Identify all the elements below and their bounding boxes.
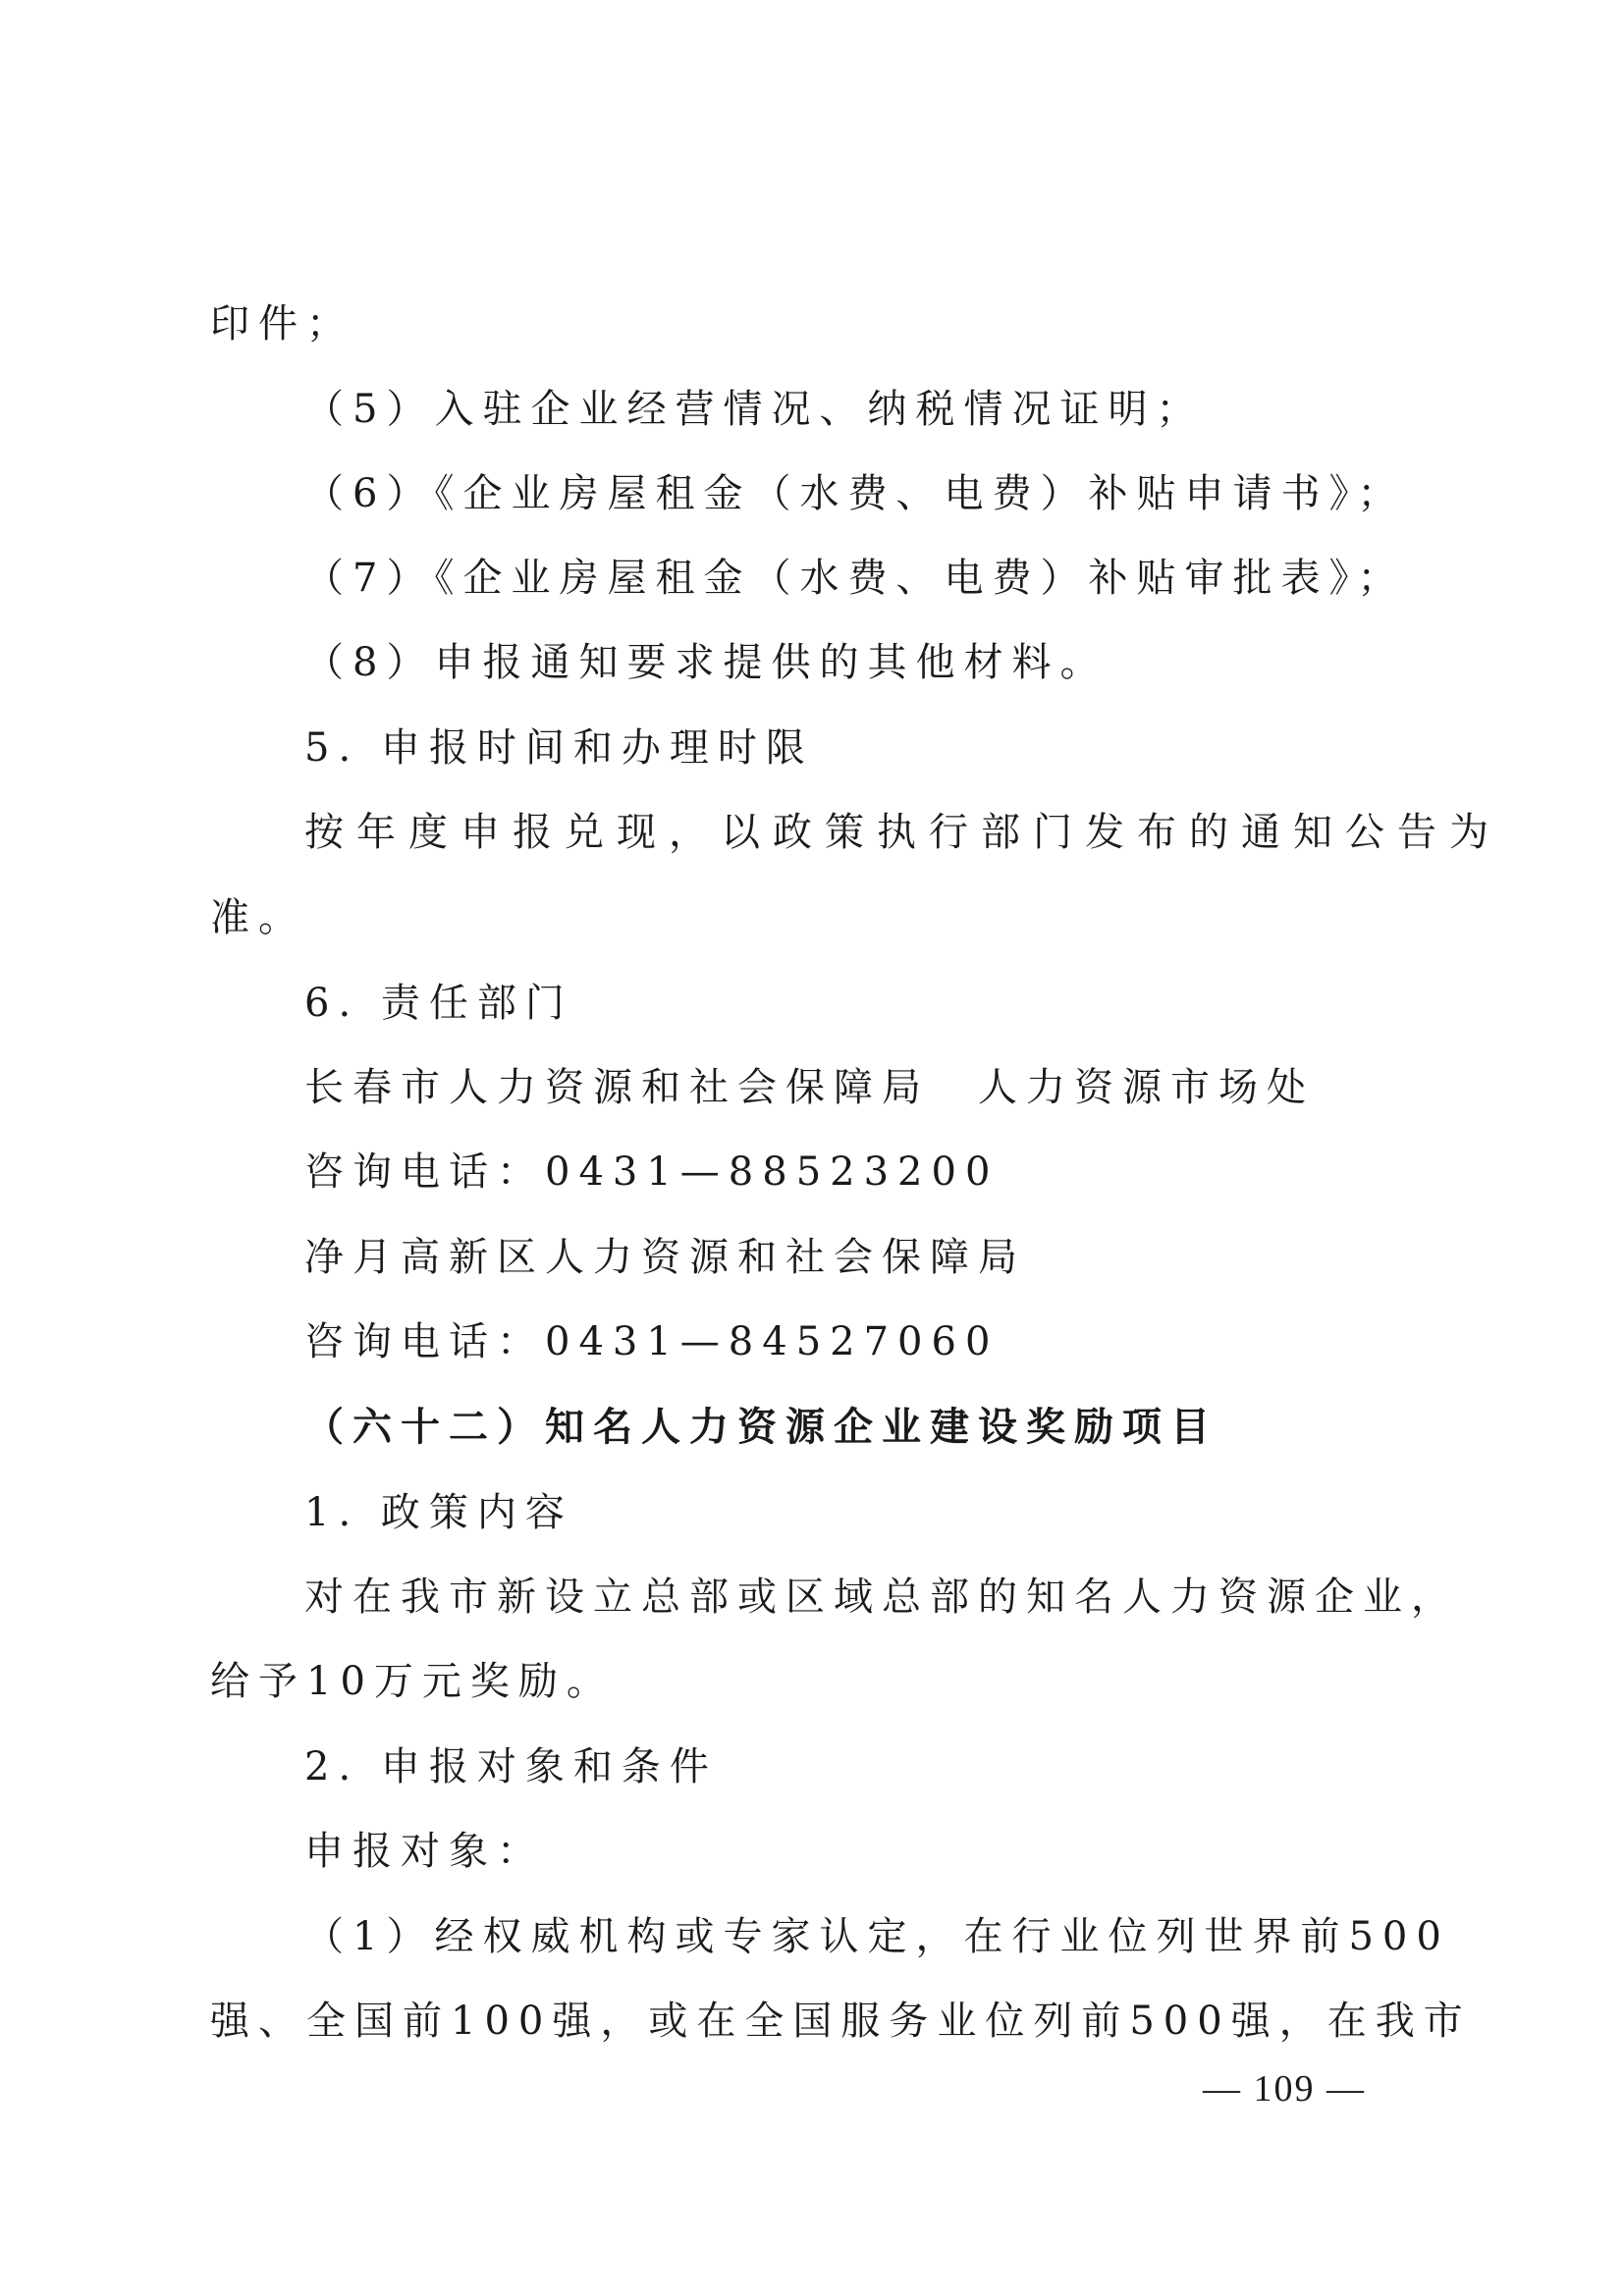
text-line: （8）申报通知要求提供的其他材料。 <box>304 640 1109 685</box>
section-heading: 1. 政策内容 <box>304 1490 573 1535</box>
page-number: — 109 — <box>1203 2068 1366 2109</box>
text-line: 长春市人力资源和社会保障局 人力资源市场处 <box>304 1065 1315 1110</box>
text-line: 按年度申报兑现，以政策执行部门发布的通知公告为 <box>304 810 1501 855</box>
text-line: 印件； <box>210 301 354 347</box>
text-line: 对在我市新设立总部或区域总部的知名人力资源企业， <box>304 1575 1459 1620</box>
text-line: （5）入驻企业经营情况、纳税情况证明； <box>304 387 1205 432</box>
phone-line: 咨询电话：0431—88523200 <box>304 1149 1000 1195</box>
text-line: 申报对象： <box>304 1829 545 1874</box>
text-line: （7）《企业房屋租金（水费、电费）补贴审批表》； <box>304 556 1406 601</box>
item-title: （六十二）知名人力资源企业建设奖励项目 <box>304 1404 1218 1450</box>
phone-line: 咨询电话：0431—84527060 <box>304 1319 1000 1364</box>
text-line: （1）经权威机构或专家认定，在行业位列世界前500 <box>304 1914 1450 1959</box>
text-line: 强、全国前100强，或在全国服务业位列前500强，在我市 <box>210 1999 1472 2044</box>
section-heading: 5. 申报时间和办理时限 <box>304 725 814 771</box>
text-line: 给予10万元奖励。 <box>210 1659 615 1704</box>
text-line: （6）《企业房屋租金（水费、电费）补贴申请书》； <box>304 471 1406 516</box>
text-line: 准。 <box>210 895 306 940</box>
section-heading: 6. 责任部门 <box>304 981 573 1026</box>
section-heading: 2. 申报对象和条件 <box>304 1744 718 1789</box>
text-line: 净月高新区人力资源和社会保障局 <box>304 1235 1026 1280</box>
